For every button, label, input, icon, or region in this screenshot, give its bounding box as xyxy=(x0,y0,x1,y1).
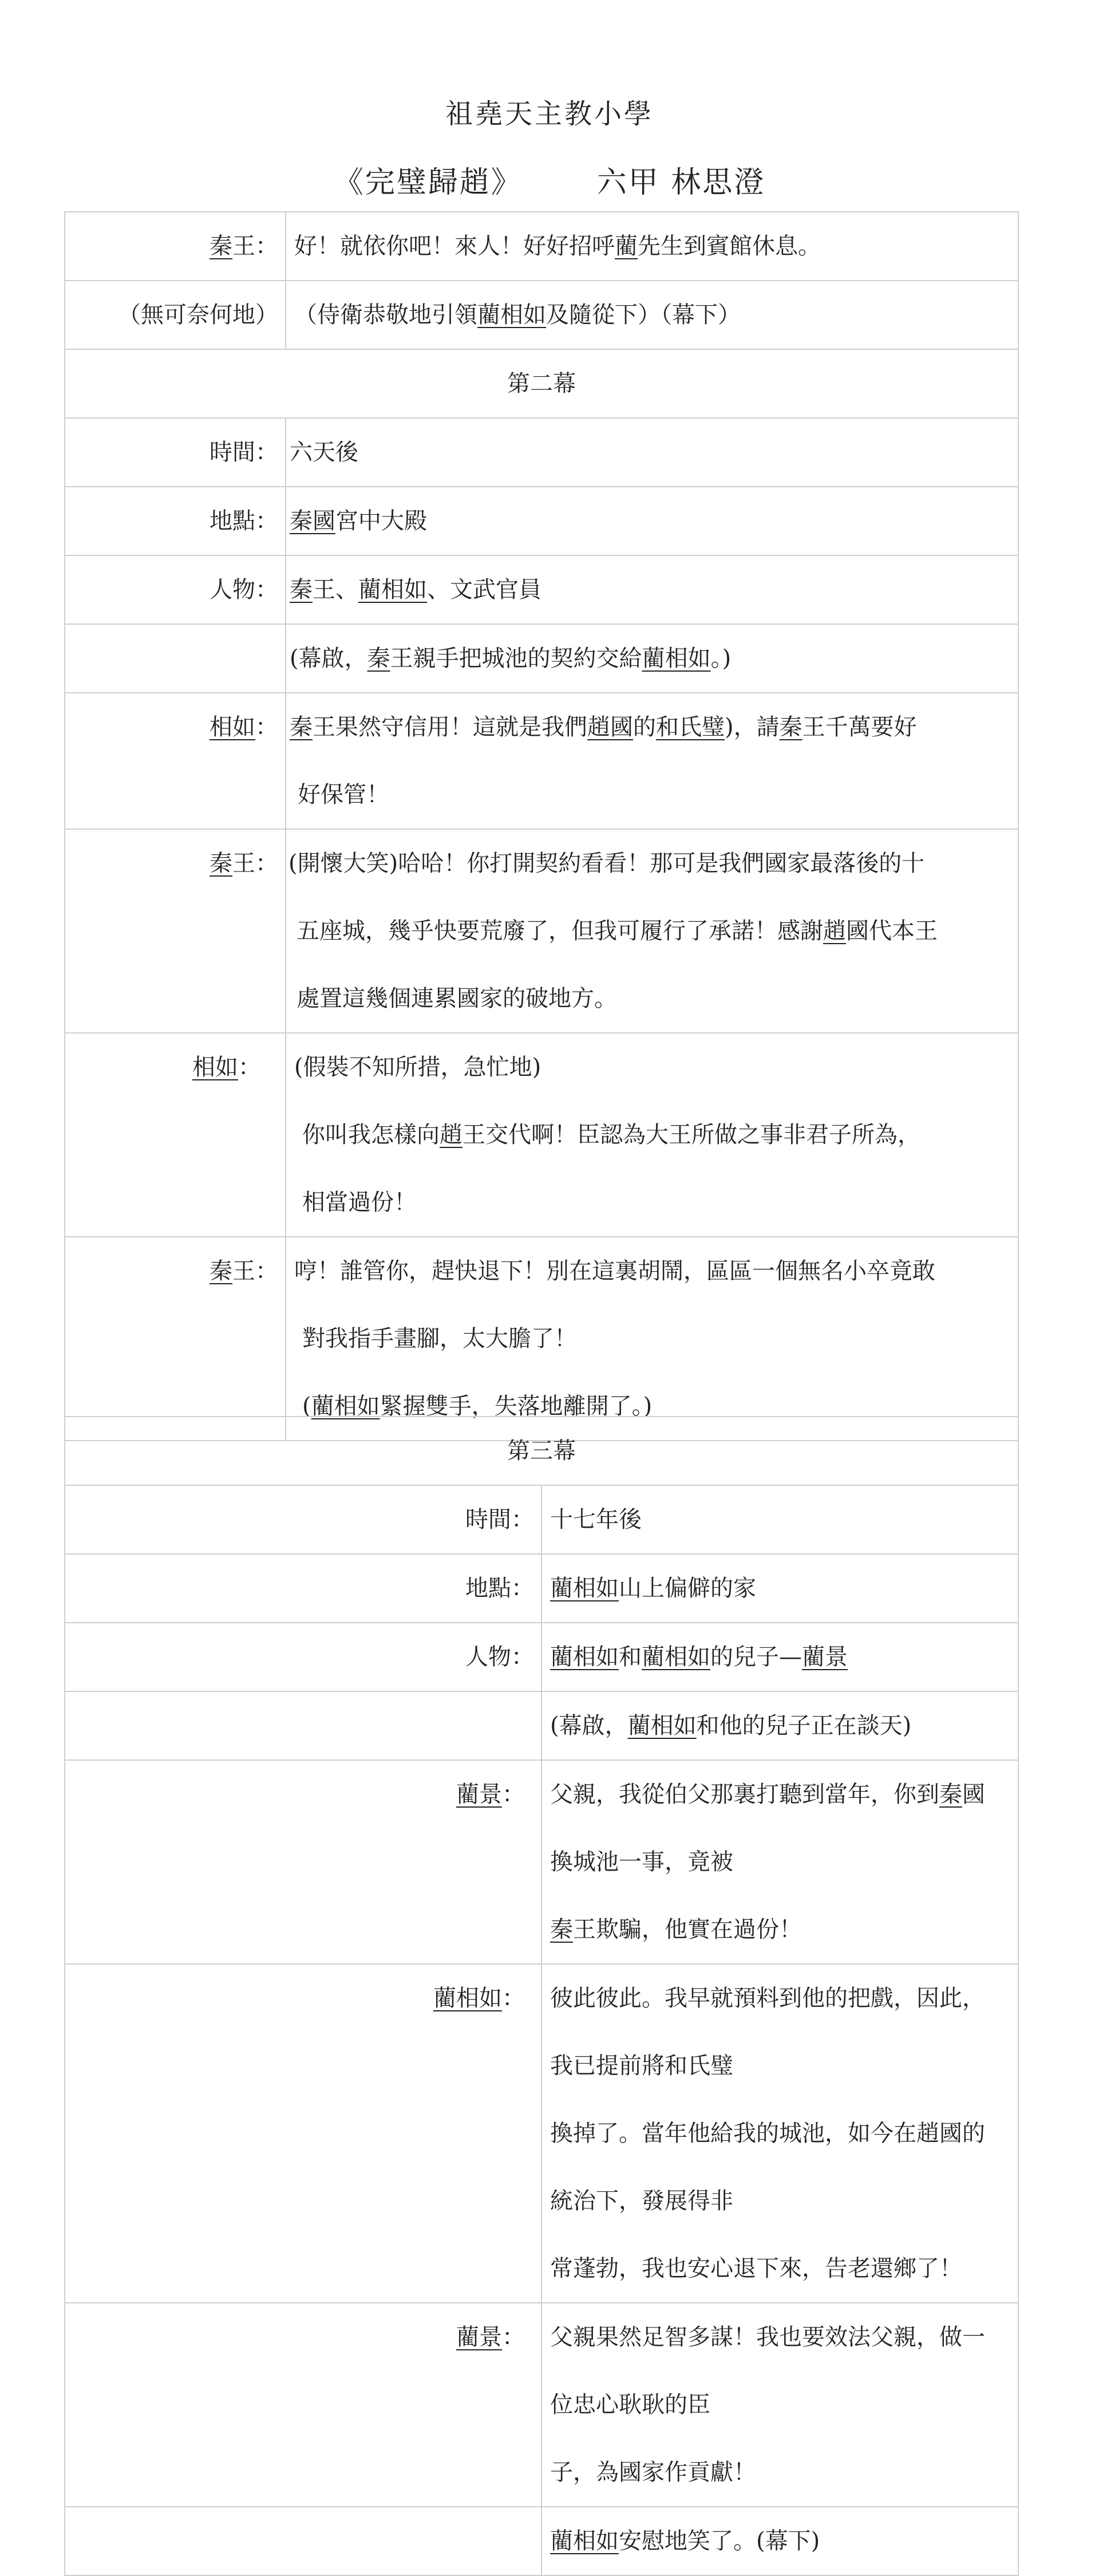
speaker-cell: 藺景： xyxy=(65,2303,541,2507)
school-name: 祖堯天主教小學 xyxy=(445,98,654,130)
speaker-cell: 相如： xyxy=(65,1033,286,1237)
table-row xyxy=(65,349,1018,418)
place-label: 地點： xyxy=(65,487,286,555)
speaker-cell: 藺景： xyxy=(65,1760,541,1964)
stage-direction: 藺相如安慰地笑了。(幕下) xyxy=(541,2507,1018,2575)
time-value: 十七年後 xyxy=(541,1485,1018,1554)
table-row xyxy=(65,2507,1018,2575)
table-row xyxy=(65,1033,1018,1237)
table-row xyxy=(65,1964,1018,2303)
dialogue-cell: 父親，我從伯父那裏打聽到當年，你到秦國換城池一事，竟被 秦王欺騙，他實在過份！ xyxy=(541,1760,1018,1964)
speaker-cell: 相如： xyxy=(65,693,286,829)
table-row xyxy=(65,693,1018,829)
table-row xyxy=(65,212,1018,281)
empty-speaker-cell xyxy=(65,2507,541,2575)
table-row xyxy=(65,2303,1018,2507)
table-row xyxy=(65,624,1018,693)
script-title: 《完璧歸趙》 xyxy=(333,165,523,200)
people-value: 藺相如和藺相如的兒子—藺景 xyxy=(541,1623,1018,1691)
empty-speaker-cell xyxy=(65,1691,541,1760)
table-row xyxy=(65,487,1018,555)
table-row xyxy=(65,418,1018,487)
table-row xyxy=(65,1237,1018,1441)
script-author: 六甲 林思澄 xyxy=(596,165,766,200)
empty-speaker-cell xyxy=(65,624,286,693)
time-value: 六天後 xyxy=(286,418,1018,487)
place-value: 藺相如山上偏僻的家 xyxy=(541,1554,1018,1623)
people-label: 人物： xyxy=(65,1623,541,1691)
dialogue-cell: 哼！誰管你，趕快退下！別在這裏胡鬧，區區一個無名小卒竟敢 對我指手畫腳，太大膽了！ (藺相如緊握雙手，失落地離開了。) xyxy=(286,1237,1018,1441)
scene-heading: 第三幕 xyxy=(65,1417,1018,1485)
stage-direction: (幕啟，藺相如和他的兒子正在談天) xyxy=(541,1691,1018,1760)
speaker-cell: 秦王： xyxy=(65,1237,286,1441)
speaker-cell: 秦王： xyxy=(65,212,286,281)
table-row xyxy=(65,1691,1018,1760)
stage-direction-speaker-cell: （無可奈何地） xyxy=(65,281,286,349)
table-row xyxy=(65,829,1018,1033)
stage-direction: (幕啟，秦王親手把城池的契約交給藺相如。) xyxy=(286,624,1018,693)
dialogue-cell: 好！就依你吧！來人！好好招呼藺先生到賓館休息。 xyxy=(286,212,1018,281)
table-row xyxy=(65,281,1018,349)
place-value: 秦國宮中大殿 xyxy=(286,487,1018,555)
script-table-act-one-two xyxy=(64,211,1019,1441)
script-title-line xyxy=(0,158,1099,201)
table-row xyxy=(65,1485,1018,1554)
dialogue-cell: (開懷大笑)哈哈！你打開契約看看！那可是我們國家最落後的十 五座城，幾乎快要荒廢了，但我可履行了承諾！感謝趙國代本王 處置這幾個連累國家的破地方。 xyxy=(286,829,1018,1033)
place-label: 地點： xyxy=(65,1554,541,1623)
script-table-act-three xyxy=(64,1416,1019,2576)
table-row xyxy=(65,1760,1018,1964)
dialogue-cell: 父親果然足智多謀！我也要效法父親，做一位忠心耿耿的臣 子，為國家作貢獻！ xyxy=(541,2303,1018,2507)
dialogue-cell: (假裝不知所措，急忙地) 你叫我怎樣向趙王交代啊！臣認為大王所做之事非君子所為， 相當過份！ xyxy=(286,1033,1018,1237)
time-label: 時間： xyxy=(65,1485,541,1554)
dialogue-cell: （侍衛恭敬地引領藺相如及隨從下）（幕下） xyxy=(286,281,1018,349)
dialogue-cell: 秦王果然守信用！這就是我們趙國的和氏璧)，請秦王千萬要好 好保管！ xyxy=(286,693,1018,829)
time-label: 時間： xyxy=(65,418,286,487)
table-row xyxy=(65,555,1018,624)
table-row xyxy=(65,1417,1018,1485)
speaker-cell: 秦王： xyxy=(65,829,286,1033)
speaker-cell: 藺相如： xyxy=(65,1964,541,2303)
table-row xyxy=(65,1623,1018,1691)
people-value: 秦王、藺相如、文武官員 xyxy=(286,555,1018,624)
scene-heading: 第二幕 xyxy=(65,349,1018,418)
people-label: 人物： xyxy=(65,555,286,624)
dialogue-cell: 彼此彼此。我早就預料到他的把戲，因此，我已提前將和氏璧 換掉了。當年他給我的城池，如今在趙國的統治下，發展得非 常蓬勃，我也安心退下來，告老還鄉了！ xyxy=(541,1964,1018,2303)
table-row xyxy=(65,1554,1018,1623)
